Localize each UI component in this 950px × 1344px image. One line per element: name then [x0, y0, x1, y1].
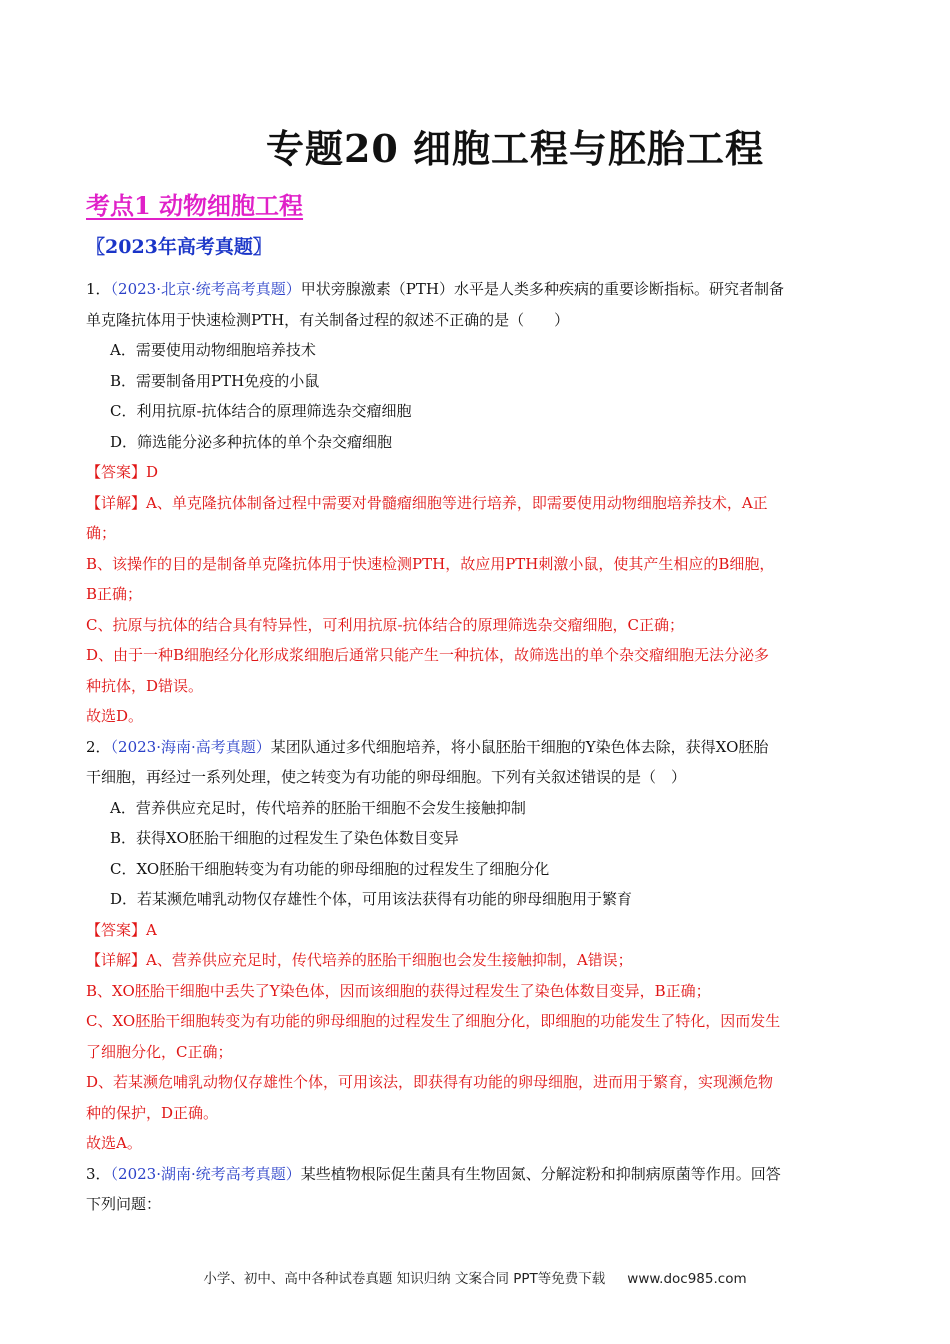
question-source: （2023·海南·高考真题） [110, 737, 271, 756]
footer-text: 小学、初中、高中各种试卷真题 知识归纳 文案合同 PPT等免费下载 [203, 1271, 606, 1287]
explanation-line: B正确； [86, 585, 143, 603]
option: D．筛选能分泌多种抗体的单个杂交瘤细胞 [110, 432, 393, 451]
question-content [86, 274, 866, 1220]
explanation-line: 种抗体，D错误。 [86, 676, 204, 695]
conclusion: 故选D。 [86, 707, 144, 725]
page-title: 专题20 细胞工程与胚胎工程 [265, 126, 765, 171]
question-source: （2023·北京·统考高考真题） [110, 280, 301, 298]
question-1-stem-cont: 单克隆抗体用于快速检测PTH，有关制备过程的叙述不正确的是（ ） [86, 310, 570, 329]
option: C．XO胚胎干细胞转变为有功能的卵母细胞的过程发生了细胞分化 [110, 859, 550, 878]
option: B．需要制备用PTH免疫的小鼠 [110, 371, 320, 390]
explanation-line: B、XO胚胎干细胞中丢失了Y染色体，因而该细胞的获得过程发生了染色体数目变异，B正确； [86, 981, 711, 1000]
explanation-line: 确； [86, 524, 117, 542]
question-2-stem: 2．（2023·海南·高考真题）某团队通过多代细胞培养，将小鼠胚胎干细胞的Y染色体去除，获得XO胚胎 [86, 737, 769, 756]
explanation-line: D、由于一种B细胞经分化形成浆细胞后通常只能产生一种抗体，故筛选出的单个杂交瘤细胞无法分泌多 [86, 646, 770, 664]
option: A．需要使用动物细胞培养技术 [110, 341, 316, 359]
explanation-line: 【详解】A、单克隆抗体制备过程中需要对骨髓瘤细胞等进行培养，即需要使用动物细胞培养技术，A正 [86, 493, 768, 512]
question-1-stem: 1．（2023·北京·统考高考真题）甲状旁腺激素（PTH）水平是人类多种疾病的重要诊断指标。研究者制备 [86, 280, 784, 298]
question-2-stem-cont: 干细胞，再经过一系列处理，使之转变为有功能的卵母细胞。下列有关叙述错误的是（ ） [86, 768, 687, 786]
explanation-line: 【详解】A、营养供应充足时，传代培养的胚胎干细胞也会发生接触抑制，A错误； [86, 951, 633, 969]
explanation-line: C、抗原与抗体的结合具有特异性，可利用抗原-抗体结合的原理筛选杂交瘤细胞，C正确； [86, 615, 685, 634]
option: A．营养供应充足时，传代培养的胚胎干细胞不会发生接触抑制 [110, 798, 526, 817]
section-heading: 考点1 动物细胞工程 [86, 191, 304, 220]
page-footer [0, 1267, 950, 1287]
option: D．若某濒危哺乳动物仅存雄性个体，可用该法获得有功能的卵母细胞用于繁育 [110, 890, 633, 908]
explanation-line: B、该操作的目的是制备单克隆抗体用于快速检测PTH，故应用PTH刺激小鼠，使其产生相应的B细胞， [86, 554, 775, 573]
option: B．获得XO胚胎干细胞的过程发生了染色体数目变异 [110, 829, 459, 847]
explanation-line: D、若某濒危哺乳动物仅存雄性个体，可用该法，即获得有功能的卵母细胞，进而用于繁育，实现濒危物 [86, 1073, 774, 1091]
explanation-line: 了细胞分化，C正确； [86, 1042, 233, 1061]
conclusion: 故选A。 [86, 1134, 142, 1152]
explanation-line: 种的保护，D正确。 [86, 1103, 219, 1122]
question-source: （2023·湖南·统考高考真题） [110, 1164, 301, 1183]
subsection-heading: 〖2023年高考真题〗 [86, 236, 272, 258]
question-3-stem: 3．（2023·湖南·统考高考真题）某些植物根际促生菌具有生物固氮、分解淀粉和抑制病原菌等作用。回答 [86, 1164, 781, 1183]
explanation-line: C、XO胚胎干细胞转变为有功能的卵母细胞的过程发生了细胞分化，即细胞的功能发生了特化，因而发生 [86, 1012, 781, 1030]
question-3-stem-cont: 下列问题： [86, 1195, 162, 1213]
footer-url[interactable]: www.doc985.com [627, 1271, 747, 1287]
answer: 【答案】D [86, 463, 159, 481]
option: C．利用抗原-抗体结合的原理筛选杂交瘤细胞 [110, 402, 412, 420]
answer: 【答案】A [86, 920, 157, 939]
